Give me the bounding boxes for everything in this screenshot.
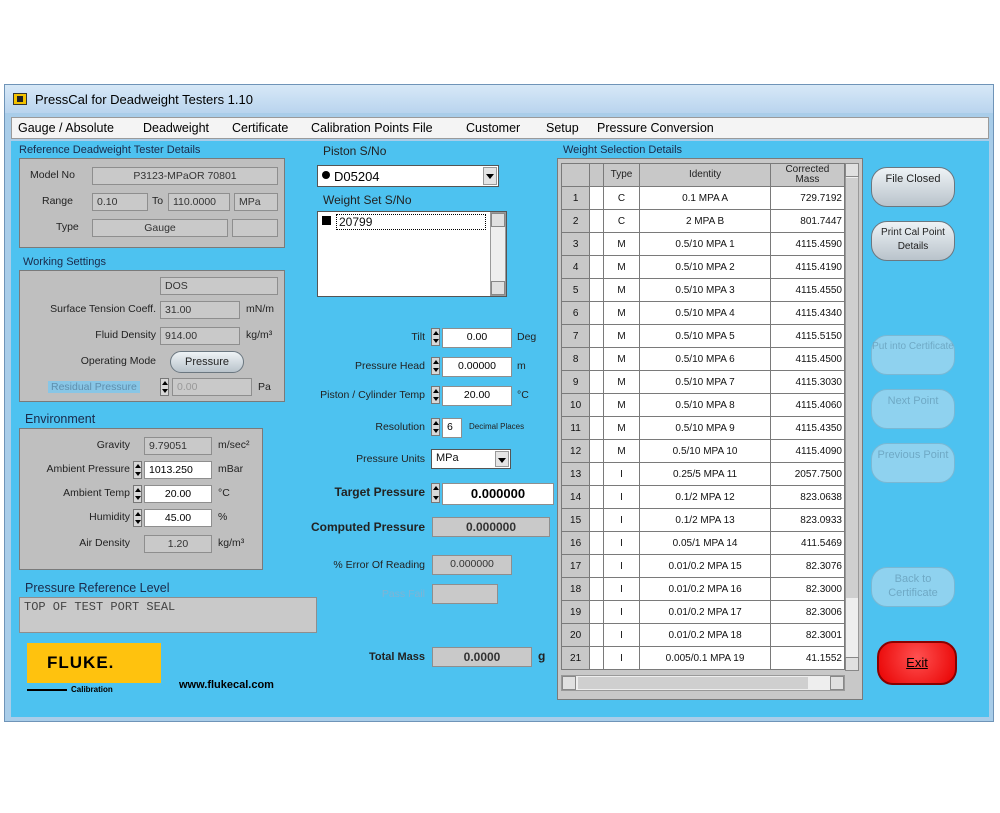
row-number-cell: 17 (562, 555, 590, 578)
type-cell: M (603, 348, 640, 371)
piston-radio-icon (322, 171, 330, 179)
row-number-cell: 2 (562, 210, 590, 233)
tilt-field[interactable]: 0.00 (442, 328, 512, 348)
table-row[interactable] (562, 463, 845, 486)
fluid-density-field: 914.00 (160, 327, 240, 345)
environment-group (19, 428, 263, 570)
window-title: PressCal for Deadweight Testers 1.10 (35, 92, 253, 107)
gap-header (590, 164, 604, 187)
table-row[interactable] (562, 371, 845, 394)
scroll-left-icon[interactable] (562, 676, 576, 690)
pressure-units-value: MPa (436, 452, 459, 464)
target-pressure-field[interactable]: 0.000000 (442, 483, 554, 505)
identity-cell: 0.1/2 MPA 12 (640, 486, 771, 509)
range-unit-field: MPa (234, 193, 278, 211)
identity-cell: 0.5/10 MPA 6 (640, 348, 771, 371)
weight-set-item[interactable]: 20799 (336, 214, 486, 230)
app-window (4, 84, 994, 722)
pressure-head-label: Pressure Head (354, 360, 425, 372)
mass-cell: 41.1552 (770, 647, 844, 670)
gap-cell (590, 302, 604, 325)
gap-cell (590, 348, 604, 371)
gap-cell (590, 509, 604, 532)
mass-cell: 2057.7500 (770, 463, 844, 486)
type-cell: M (603, 325, 640, 348)
table-header-row (562, 164, 845, 187)
piston-label: Piston S/No (323, 144, 387, 158)
pressure-head-spinner[interactable] (431, 357, 440, 375)
next-point-button[interactable]: Next Point (871, 389, 955, 429)
scroll-thumb[interactable] (846, 178, 858, 598)
pressure-ref-title: Pressure Reference Level (25, 581, 170, 595)
air-density-field: 1.20 (144, 535, 212, 553)
menu-calibration-points-file[interactable]: Calibration Points File (311, 121, 433, 135)
target-pressure-spinner[interactable] (431, 483, 440, 503)
weight-set-scrollbar[interactable] (490, 212, 506, 296)
tilt-label: Tilt (411, 331, 425, 343)
table-row[interactable] (562, 279, 845, 302)
type-cell: I (603, 578, 640, 601)
row-number-cell: 4 (562, 256, 590, 279)
table-row[interactable] (562, 440, 845, 463)
table-row[interactable] (562, 210, 845, 233)
reference-group (19, 158, 285, 248)
exit-button[interactable]: Exit (877, 641, 957, 685)
weight-set-label: Weight Set S/No (323, 193, 412, 207)
gap-cell (590, 256, 604, 279)
operating-mode-button[interactable]: Pressure (170, 351, 244, 373)
resolution-field[interactable]: 6 (442, 418, 462, 438)
mass-cell: 4115.4190 (770, 256, 844, 279)
working-group-title: Working Settings (23, 256, 106, 268)
surface-tension-label: Surface Tension Coeff. (50, 303, 156, 315)
mass-cell: 411.5469 (770, 532, 844, 555)
menu-customer[interactable]: Customer (466, 121, 521, 135)
table-row[interactable] (562, 555, 845, 578)
piston-temp-field[interactable]: 20.00 (442, 386, 512, 406)
pressure-units-select[interactable] (431, 449, 511, 469)
type-cell: M (603, 417, 640, 440)
gap-cell (590, 417, 604, 440)
scroll-down-icon[interactable] (845, 657, 859, 671)
hscroll-thumb[interactable] (578, 677, 808, 689)
humidity-spinner[interactable] (133, 509, 142, 527)
surface-tension-field: 31.00 (160, 301, 240, 319)
fluid-name-field: DOS (160, 277, 278, 295)
row-number-cell: 1 (562, 187, 590, 210)
pressure-units-label: Pressure Units (356, 453, 425, 465)
previous-point-button[interactable]: Previous Point (871, 443, 955, 483)
model-label: Model No (30, 169, 75, 181)
error-reading-field: 0.000000 (432, 555, 512, 575)
range-label: Range (42, 195, 73, 207)
identity-cell: 0.5/10 MPA 2 (640, 256, 771, 279)
surface-tension-unit: mN/m (246, 303, 274, 315)
weights-table (561, 163, 845, 670)
resolution-label: Resolution (375, 421, 425, 433)
type-cell: C (603, 210, 640, 233)
type-header[interactable]: Type (603, 164, 640, 187)
identity-cell: 0.5/10 MPA 8 (640, 394, 771, 417)
table-row[interactable] (562, 601, 845, 624)
humidity-unit: % (218, 511, 228, 523)
humidity-field[interactable]: 45.00 (144, 509, 212, 527)
type-cell: I (603, 647, 640, 670)
menu-bar (11, 117, 989, 139)
gap-cell (590, 624, 604, 647)
model-field: P3123-MPaOR 70801 (92, 167, 278, 185)
working-group (19, 270, 285, 402)
type-cell: M (603, 302, 640, 325)
pass-fail-field (432, 584, 498, 604)
identity-cell: 0.01/0.2 MPA 18 (640, 624, 771, 647)
type-cell: C (603, 187, 640, 210)
row-number-cell: 9 (562, 371, 590, 394)
gap-cell (590, 187, 604, 210)
range-to-field: 110.0000 (168, 193, 230, 211)
total-mass-unit: g (538, 649, 546, 663)
residual-spinner (160, 378, 169, 396)
resolution-unit: Decimal Places (469, 422, 525, 431)
identity-cell: 0.5/10 MPA 1 (640, 233, 771, 256)
identity-cell: 0.5/10 MPA 5 (640, 325, 771, 348)
ambient-temp-unit: °C (218, 487, 230, 499)
gap-cell (590, 325, 604, 348)
weights-vscrollbar[interactable] (845, 163, 859, 671)
type-cell: M (603, 233, 640, 256)
gap-cell (590, 647, 604, 670)
identity-cell: 0.005/0.1 MPA 19 (640, 647, 771, 670)
mass-cell: 4115.4590 (770, 233, 844, 256)
weights-hscrollbar[interactable] (561, 675, 845, 691)
identity-cell: 0.5/10 MPA 3 (640, 279, 771, 302)
ambient-pressure-unit: mBar (218, 463, 244, 475)
type-cell: M (603, 256, 640, 279)
total-mass-label: Total Mass (368, 651, 425, 663)
fluke-logo-text: FLUKE. (47, 653, 115, 672)
gap-cell (590, 601, 604, 624)
app-icon (13, 93, 27, 105)
identity-cell: 0.5/10 MPA 7 (640, 371, 771, 394)
gravity-field: 9.79051 (144, 437, 212, 455)
table-row[interactable] (562, 348, 845, 371)
type-cell: I (603, 463, 640, 486)
table-row[interactable] (562, 325, 845, 348)
menu-deadweight[interactable]: Deadweight (143, 121, 210, 135)
piston-temp-unit: °C (517, 389, 529, 401)
type-cell: M (603, 440, 640, 463)
menu-gauge-absolute[interactable]: Gauge / Absolute (18, 121, 114, 135)
piston-temp-spinner[interactable] (431, 386, 440, 404)
client-area (11, 141, 989, 717)
piston-temp-label: Piston / Cylinder Temp (320, 389, 425, 401)
checkbox-icon[interactable] (322, 216, 331, 225)
scroll-up-icon[interactable] (845, 163, 859, 177)
menu-pressure-conversion[interactable]: Pressure Conversion (597, 121, 714, 135)
menu-setup[interactable]: Setup (546, 121, 579, 135)
gap-cell (590, 233, 604, 256)
mass-cell: 801.7447 (770, 210, 844, 233)
pressure-head-unit: m (517, 360, 526, 372)
row-number-cell: 13 (562, 463, 590, 486)
pressure-ref-field[interactable]: TOP OF TEST PORT SEAL (19, 597, 317, 633)
gap-cell (590, 210, 604, 233)
humidity-label: Humidity (89, 511, 130, 523)
identity-cell: 0.01/0.2 MPA 16 (640, 578, 771, 601)
weights-group-title: Weight Selection Details (563, 144, 683, 156)
mass-cell: 823.0933 (770, 509, 844, 532)
identity-cell: 2 MPA B (640, 210, 771, 233)
type-extra-field (232, 219, 278, 237)
gap-cell (590, 279, 604, 302)
mass-cell: 4115.4550 (770, 279, 844, 302)
table-row[interactable] (562, 256, 845, 279)
weight-set-list[interactable] (317, 211, 507, 297)
mass-cell: 4115.4060 (770, 394, 844, 417)
mass-cell: 4115.3030 (770, 371, 844, 394)
piston-value: D05204 (334, 169, 380, 184)
table-row[interactable] (562, 647, 845, 670)
pass-fail-label: Pass Fail (381, 588, 425, 600)
scroll-up-icon[interactable] (491, 213, 505, 227)
row-number-cell: 19 (562, 601, 590, 624)
computed-pressure-label: Computed Pressure (310, 520, 425, 534)
resolution-spinner[interactable] (431, 418, 440, 436)
type-cell: M (603, 279, 640, 302)
tilt-spinner[interactable] (431, 328, 440, 346)
mass-cell: 82.3001 (770, 624, 844, 647)
mass-cell: 4115.4340 (770, 302, 844, 325)
table-row[interactable] (562, 417, 845, 440)
ambient-temp-field[interactable]: 20.00 (144, 485, 212, 503)
type-cell: I (603, 601, 640, 624)
ambient-pressure-field[interactable]: 1013.250 (144, 461, 212, 479)
row-number-cell: 15 (562, 509, 590, 532)
mass-cell: 4115.4500 (770, 348, 844, 371)
operating-mode-label: Operating Mode (80, 355, 156, 367)
print-cal-point-button[interactable]: Print Cal Point Details (871, 221, 955, 261)
type-label: Type (56, 221, 79, 233)
identity-cell: 0.5/10 MPA 10 (640, 440, 771, 463)
gap-cell (590, 394, 604, 417)
identity-cell: 0.01/0.2 MPA 17 (640, 601, 771, 624)
chevron-down-icon[interactable] (483, 167, 497, 185)
residual-pressure-field: 0.00 (172, 378, 252, 396)
table-row[interactable] (562, 394, 845, 417)
mass-cell: 82.3076 (770, 555, 844, 578)
mass-cell: 82.3000 (770, 578, 844, 601)
ambient-temp-spinner[interactable] (133, 485, 142, 503)
computed-pressure-field: 0.000000 (432, 517, 550, 537)
identity-cell: 0.01/0.2 MPA 15 (640, 555, 771, 578)
identity-cell: 0.1/2 MPA 13 (640, 509, 771, 532)
row-number-cell: 21 (562, 647, 590, 670)
gap-cell (590, 486, 604, 509)
table-row[interactable] (562, 578, 845, 601)
table-row[interactable] (562, 187, 845, 210)
logo-rule (27, 689, 67, 691)
row-number-cell: 16 (562, 532, 590, 555)
ambient-pressure-spinner[interactable] (133, 461, 142, 479)
mass-header[interactable]: Corrected Mass (770, 164, 844, 187)
back-to-certificate-button[interactable]: Back to Certificate (871, 567, 955, 607)
residual-pressure-label: Residual Pressure (48, 381, 140, 393)
chevron-down-icon[interactable] (495, 451, 509, 467)
fluke-sub-text: Calibration (71, 685, 113, 694)
piston-select[interactable] (317, 165, 499, 187)
mass-cell: 729.7192 (770, 187, 844, 210)
residual-unit: Pa (258, 381, 271, 393)
type-cell: I (603, 486, 640, 509)
table-row[interactable] (562, 509, 845, 532)
mass-cell: 4115.5150 (770, 325, 844, 348)
type-cell: M (603, 371, 640, 394)
row-number-cell: 6 (562, 302, 590, 325)
air-density-unit: kg/m³ (218, 537, 245, 549)
mass-cell: 4115.4350 (770, 417, 844, 440)
row-number-cell: 3 (562, 233, 590, 256)
table-row[interactable] (562, 233, 845, 256)
gap-cell (590, 463, 604, 486)
row-number-cell: 12 (562, 440, 590, 463)
website-link[interactable]: www.flukecal.com (179, 679, 274, 691)
gap-cell (590, 555, 604, 578)
type-cell: I (603, 624, 640, 647)
type-cell: I (603, 509, 640, 532)
mass-cell: 823.0638 (770, 486, 844, 509)
mass-cell: 4115.4090 (770, 440, 844, 463)
menu-certificate[interactable]: Certificate (232, 121, 289, 135)
range-to-label: To (152, 195, 164, 207)
gap-cell (590, 371, 604, 394)
row-number-header (562, 164, 590, 187)
row-number-cell: 18 (562, 578, 590, 601)
identity-cell: 0.05/1 MPA 14 (640, 532, 771, 555)
gravity-unit: m/sec² (218, 439, 250, 451)
put-into-certificate-button[interactable]: Put into Certificate (871, 335, 955, 375)
error-reading-label: % Error Of Reading (333, 559, 425, 571)
title-bar (5, 85, 993, 113)
scroll-right-icon[interactable] (830, 676, 844, 690)
scroll-down-icon[interactable] (491, 281, 505, 295)
identity-header[interactable]: Identity (640, 164, 771, 187)
fluke-logo (27, 643, 161, 683)
type-cell: M (603, 394, 640, 417)
pressure-head-field[interactable]: 0.00000 (442, 357, 512, 377)
ambient-temp-label: Ambient Temp (63, 487, 130, 499)
range-from-field: 0.10 (92, 193, 148, 211)
table-row[interactable] (562, 532, 845, 555)
type-cell: I (603, 555, 640, 578)
type-cell: I (603, 532, 640, 555)
environment-group-title: Environment (25, 412, 96, 426)
gap-cell (590, 532, 604, 555)
ambient-pressure-label: Ambient Pressure (46, 463, 130, 475)
gap-cell (590, 578, 604, 601)
row-number-cell: 10 (562, 394, 590, 417)
fluid-density-unit: kg/m³ (246, 329, 273, 341)
row-number-cell: 11 (562, 417, 590, 440)
row-number-cell: 20 (562, 624, 590, 647)
reference-group-title: Reference Deadweight Tester Details (19, 144, 201, 156)
tilt-unit: Deg (517, 331, 537, 343)
type-field: Gauge (92, 219, 228, 237)
identity-cell: 0.5/10 MPA 9 (640, 417, 771, 440)
table-row[interactable] (562, 624, 845, 647)
row-number-cell: 5 (562, 279, 590, 302)
row-number-cell: 7 (562, 325, 590, 348)
identity-cell: 0.25/5 MPA 11 (640, 463, 771, 486)
air-density-label: Air Density (79, 537, 130, 549)
gap-cell (590, 440, 604, 463)
table-row[interactable] (562, 486, 845, 509)
total-mass-field: 0.0000 (432, 647, 532, 667)
identity-cell: 0.5/10 MPA 4 (640, 302, 771, 325)
row-number-cell: 14 (562, 486, 590, 509)
gravity-label: Gravity (96, 439, 130, 451)
table-row[interactable] (562, 302, 845, 325)
target-pressure-label: Target Pressure (334, 485, 425, 499)
mass-cell: 82.3006 (770, 601, 844, 624)
fluid-density-label: Fluid Density (95, 329, 156, 341)
row-number-cell: 8 (562, 348, 590, 371)
identity-cell: 0.1 MPA A (640, 187, 771, 210)
file-closed-button[interactable]: File Closed (871, 167, 955, 207)
